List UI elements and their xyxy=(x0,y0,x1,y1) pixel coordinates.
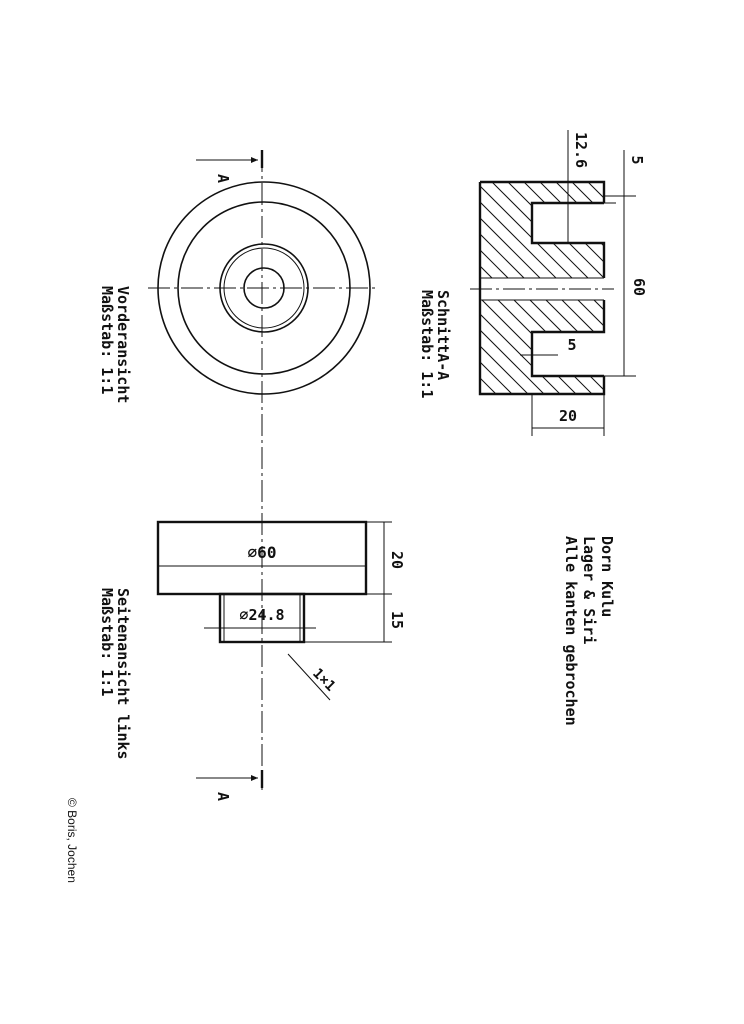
hatch-line xyxy=(700,182,744,394)
hatch-line xyxy=(716,182,744,394)
hatch-line xyxy=(652,182,744,394)
side-scale: Maßstab: 1:1 xyxy=(98,588,116,697)
dim-chamfer: 1×1 xyxy=(309,665,339,695)
dim-hub-length: 15 xyxy=(388,610,406,630)
side-view xyxy=(98,522,406,760)
notes-block xyxy=(562,536,616,726)
note-line-3: Alle kanten gebrochen xyxy=(562,536,580,726)
section-title: SchnittA-A xyxy=(434,290,452,381)
copyright-text: © Boris, Jochen xyxy=(65,798,79,883)
dim-flange-length: 20 xyxy=(388,550,406,570)
hatch-line xyxy=(636,182,744,394)
hatch-line xyxy=(668,182,744,394)
front-view xyxy=(98,150,376,801)
hatch-line xyxy=(684,182,744,394)
dim-flange-diameter: ∅60 xyxy=(247,543,277,562)
section-marker-bottom: A xyxy=(214,792,232,802)
hatch-line xyxy=(604,182,744,394)
dim-length-20: 20 xyxy=(558,407,578,425)
front-scale: Maßstab: 1:1 xyxy=(98,286,116,395)
dim-groove-12-6: 12.6 xyxy=(572,131,590,169)
dim-outer-60: 60 xyxy=(630,277,648,297)
section-marker-top: A xyxy=(214,174,232,184)
section-view xyxy=(220,130,744,436)
dim-hub-diameter: ∅24.8 xyxy=(239,606,285,624)
hatch-line xyxy=(732,182,744,394)
note-line-2: Lager & Siri xyxy=(580,536,598,645)
section-scale: Maßstab: 1:1 xyxy=(418,290,436,399)
hatch-line xyxy=(588,182,744,394)
dim-top-5: 5 xyxy=(628,155,646,165)
side-title: Seitenansicht links xyxy=(114,588,132,760)
note-line-1: Dorn Kulu xyxy=(598,536,616,618)
front-title: Vorderansicht xyxy=(114,286,132,404)
dim-groove-width-5: 5 xyxy=(567,336,577,354)
